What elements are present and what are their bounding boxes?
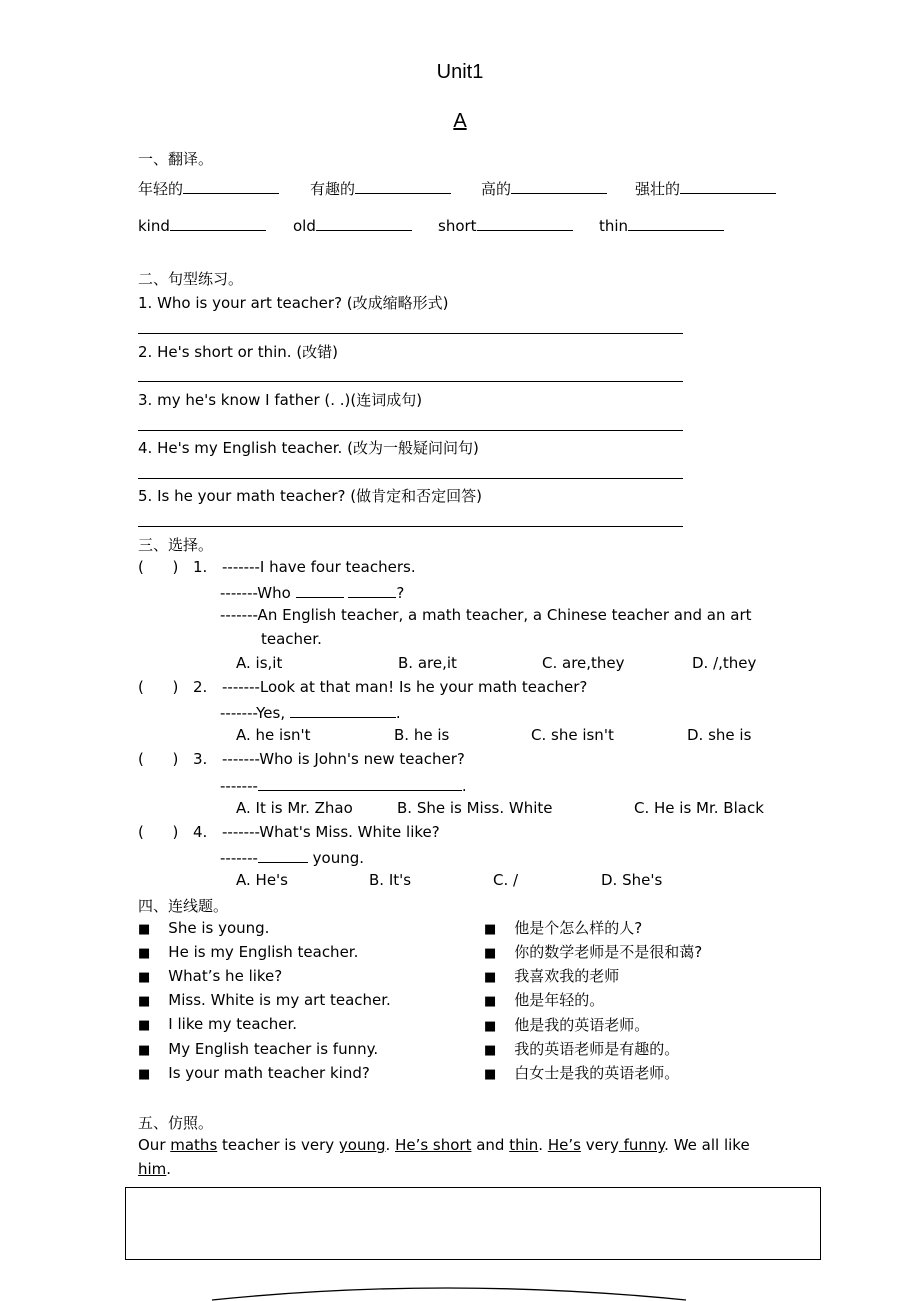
underlined-word: He’s short bbox=[395, 1136, 472, 1154]
match-right-item[interactable]: ■ 他是我的英语老师。 bbox=[484, 1016, 650, 1034]
bullet-square-icon: ■ bbox=[484, 1019, 497, 1034]
sentence-item-3: 3. my he's know I father (. .)(连词成句) bbox=[138, 391, 423, 409]
q1-line2-end: ? bbox=[396, 584, 405, 602]
answer-line[interactable] bbox=[138, 333, 683, 334]
part2-heading: 二、句型练习。 bbox=[138, 270, 244, 288]
bullet-square-icon: ■ bbox=[138, 970, 151, 985]
bullet-square-icon: ■ bbox=[484, 1043, 497, 1058]
option-b[interactable]: B. It's bbox=[369, 871, 412, 889]
bullet-square-icon: ■ bbox=[484, 970, 497, 985]
answer-blank[interactable] bbox=[290, 702, 396, 718]
answer-blank[interactable] bbox=[296, 582, 344, 598]
q2-line2 bbox=[220, 702, 401, 722]
option-c[interactable]: C. she isn't bbox=[531, 726, 614, 744]
q1-line4: teacher. bbox=[261, 630, 322, 648]
match-right-item[interactable]: ■ 白女士是我的英语老师。 bbox=[484, 1064, 680, 1082]
translate-word: 年轻的 bbox=[138, 180, 184, 198]
q2-line1: -------Look at that man! Is he your math teacher? bbox=[222, 678, 588, 696]
option-d[interactable]: D. she is bbox=[687, 726, 752, 744]
q4-line2-text: ------- bbox=[220, 849, 258, 867]
match-left-item[interactable]: ■ My English teacher is funny. bbox=[138, 1040, 379, 1058]
translate-word: 有趣的 bbox=[310, 180, 356, 198]
answer-blank[interactable] bbox=[680, 178, 776, 194]
translate-word: 强壮的 bbox=[635, 180, 681, 198]
answer-paren[interactable]: ( ) bbox=[138, 558, 179, 576]
sentence-item-5: 5. Is he your math teacher? (做肯定和否定回答) bbox=[138, 487, 482, 505]
q3-line2-end: . bbox=[461, 777, 467, 795]
bullet-square-icon: ■ bbox=[484, 946, 497, 961]
option-a[interactable]: A. It is Mr. Zhao bbox=[236, 799, 353, 817]
translate-word: kind bbox=[138, 217, 170, 235]
question-number: 3. bbox=[193, 750, 208, 768]
bullet-square-icon: ■ bbox=[138, 922, 151, 937]
option-d[interactable]: D. /,they bbox=[692, 654, 757, 672]
underlined-word: funny bbox=[618, 1136, 665, 1154]
question-number: 2. bbox=[193, 678, 208, 696]
option-a[interactable]: A. He's bbox=[236, 871, 288, 889]
part1-heading: 一、翻译。 bbox=[138, 150, 214, 168]
match-right-item[interactable]: ■ 他是年轻的。 bbox=[484, 991, 605, 1009]
underlined-word: him bbox=[138, 1160, 167, 1178]
match-left-item[interactable]: ■ I like my teacher. bbox=[138, 1015, 298, 1033]
translate-word: thin bbox=[599, 217, 629, 235]
translate-word: short bbox=[438, 217, 477, 235]
page-title: Unit1 bbox=[436, 61, 484, 83]
section-label: A bbox=[453, 110, 467, 132]
translate-item-3 bbox=[481, 178, 607, 199]
bullet-square-icon: ■ bbox=[138, 994, 151, 1009]
part4-heading: 四、连线题。 bbox=[138, 897, 229, 915]
bullet-square-icon: ■ bbox=[484, 994, 497, 1009]
q4-line2-end: young. bbox=[307, 849, 365, 867]
answer-paren[interactable]: ( ) bbox=[138, 678, 179, 696]
q1-line1: -------I have four teachers. bbox=[222, 558, 416, 576]
translate-item-2 bbox=[310, 178, 451, 199]
answer-line[interactable] bbox=[138, 526, 683, 527]
answer-line[interactable] bbox=[138, 430, 683, 431]
translate-item-6 bbox=[293, 215, 412, 235]
option-c[interactable]: C. He is Mr. Black bbox=[634, 799, 764, 817]
answer-blank[interactable] bbox=[170, 215, 266, 231]
match-right-item[interactable]: ■ 你的数学老师是不是很和蔼? bbox=[484, 943, 703, 961]
translate-item-4 bbox=[635, 178, 776, 199]
match-left-item[interactable]: ■ Is your math teacher kind? bbox=[138, 1064, 370, 1082]
match-left-item[interactable]: ■ He is my English teacher. bbox=[138, 943, 359, 961]
translate-item-5 bbox=[138, 215, 266, 235]
bullet-square-icon: ■ bbox=[484, 1067, 497, 1082]
bullet-square-icon: ■ bbox=[138, 946, 151, 961]
translate-item-1 bbox=[138, 178, 279, 199]
answer-paren[interactable]: ( ) bbox=[138, 823, 179, 841]
q1-line2-text: -------Who bbox=[220, 584, 291, 602]
q4-line2 bbox=[220, 847, 364, 867]
option-b[interactable]: B. he is bbox=[394, 726, 450, 744]
option-c[interactable]: C. are,they bbox=[542, 654, 625, 672]
q1-line3: -------An English teacher, a math teacher, a Chinese teacher and an art bbox=[220, 606, 752, 624]
part5-heading: 五、仿照。 bbox=[138, 1114, 214, 1132]
decorative-curve bbox=[200, 1282, 700, 1301]
option-a[interactable]: A. is,it bbox=[236, 654, 283, 672]
match-right-item[interactable]: ■ 他是个怎么样的人? bbox=[484, 919, 643, 937]
q2-line2-text: -------Yes, bbox=[220, 704, 286, 722]
answer-line[interactable] bbox=[138, 478, 683, 479]
q4-line1: -------What's Miss. White like? bbox=[222, 823, 440, 841]
writing-box[interactable] bbox=[125, 1187, 821, 1260]
sentence-item-2: 2. He's short or thin. (改错) bbox=[138, 343, 339, 361]
option-d[interactable]: D. She's bbox=[601, 871, 663, 889]
option-b[interactable]: B. She is Miss. White bbox=[397, 799, 553, 817]
answer-blank[interactable] bbox=[316, 215, 412, 231]
match-left-item[interactable]: ■ She is young. bbox=[138, 919, 270, 937]
match-right-item[interactable]: ■ 我喜欢我的老师 bbox=[484, 967, 620, 985]
model-sentence-line1: Our maths teacher is very young. He’s short and thin. He’s very funny. We all like bbox=[138, 1136, 750, 1154]
answer-paren[interactable]: ( ) bbox=[138, 750, 179, 768]
bullet-square-icon: ■ bbox=[484, 922, 497, 937]
part3-heading: 三、选择。 bbox=[138, 536, 214, 554]
q3-line2-text: ------- bbox=[220, 777, 258, 795]
sentence-item-1: 1. Who is your art teacher? (改成缩略形式) bbox=[138, 294, 449, 312]
answer-blank[interactable] bbox=[258, 775, 462, 791]
sentence-item-4: 4. He's my English teacher. (改为一般疑问问句) bbox=[138, 439, 479, 457]
underlined-word: thin bbox=[509, 1136, 539, 1154]
translate-item-8 bbox=[599, 215, 724, 235]
answer-blank[interactable] bbox=[355, 178, 451, 194]
underlined-word: He’s bbox=[547, 1136, 581, 1154]
option-c[interactable]: C. / bbox=[493, 871, 519, 889]
model-sentence-line2: him. bbox=[138, 1160, 172, 1178]
question-number: 4. bbox=[193, 823, 208, 841]
q3-line2 bbox=[220, 775, 467, 795]
translate-item-7 bbox=[438, 215, 573, 235]
option-a[interactable]: A. he isn't bbox=[236, 726, 311, 744]
bullet-square-icon: ■ bbox=[138, 1018, 151, 1033]
answer-blank[interactable] bbox=[348, 582, 396, 598]
q2-line2-end: . bbox=[395, 704, 401, 722]
option-b[interactable]: B. are,it bbox=[398, 654, 457, 672]
q3-line1: -------Who is John's new teacher? bbox=[222, 750, 465, 768]
answer-blank[interactable] bbox=[477, 215, 573, 231]
match-left-item[interactable]: ■ What’s he like? bbox=[138, 967, 283, 985]
q1-line2 bbox=[220, 582, 404, 602]
question-number: 1. bbox=[193, 558, 208, 576]
answer-line[interactable] bbox=[138, 381, 683, 382]
answer-blank[interactable] bbox=[511, 178, 607, 194]
answer-blank[interactable] bbox=[183, 178, 279, 194]
translate-word: old bbox=[293, 217, 316, 235]
match-right-item[interactable]: ■ 我的英语老师是有趣的。 bbox=[484, 1040, 680, 1058]
bullet-square-icon: ■ bbox=[138, 1043, 151, 1058]
bullet-square-icon: ■ bbox=[138, 1067, 151, 1082]
match-left-item[interactable]: ■ Miss. White is my art teacher. bbox=[138, 991, 391, 1009]
answer-blank[interactable] bbox=[628, 215, 724, 231]
underlined-word: young bbox=[338, 1136, 386, 1154]
underlined-word: maths bbox=[170, 1136, 218, 1154]
answer-blank[interactable] bbox=[258, 847, 308, 863]
translate-word: 高的 bbox=[481, 180, 512, 198]
